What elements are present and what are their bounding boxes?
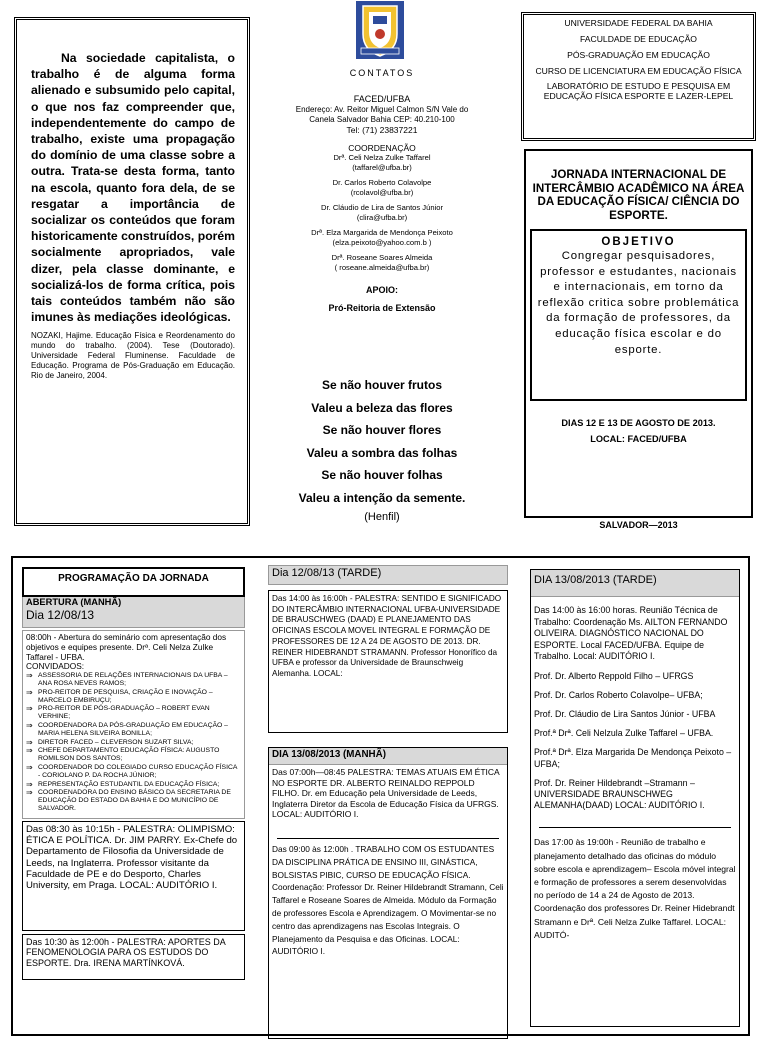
talk-phenomenology	[22, 934, 245, 980]
afternoon-day: Dia 12/08/13 (TARDE)	[272, 567, 382, 579]
divider	[277, 838, 499, 839]
poem-line: Valeu a sombra das folhas	[306, 445, 458, 460]
team-member: Prof. Dr. Alberto Reppold Filho – UFRGS	[534, 670, 694, 681]
coordinator-name: Dr. Cláudio de Lira de Santos Júnior	[321, 203, 443, 212]
opening-session: ABERTURA (MANHÃ)	[26, 597, 122, 607]
contacts-section	[262, 68, 502, 314]
coordinator-email[interactable]: (rcolavol@ufba.br)	[350, 187, 414, 197]
coordinator-entry	[262, 228, 502, 247]
talk-intercambio-text: Das 14:00 às 16:00h - PALESTRA: SENTIDO E SIGNIFICADO DO INTERCÂMBIO INTERNACIONAL UFBA-UNIVERSIDADE DE BRAUSCHWEG (DAAD) E PLANEJAMENTO DAS OFICINAS ESCOLA MOVEL INTEGRAL E FORMAÇÃO DE PROFESSORES DE 12 A 24 DE AGOSTO DE 2013. DR. REINER HIDEBRANDT STRAMANN. Professor Honorífico da UFBA e professor da Universidade de Braunschweig Alemanha. LOCAL:	[272, 594, 502, 678]
event-title: JORNADA INTERNACIONAL DE INTERCÂMBIO ACADÊMICO NA ÁREA DA EDUCAÇÃO FÍSICA/ CIÊNCIA DO ESPORTE.	[532, 168, 745, 222]
opening-header	[22, 597, 245, 628]
program-column-1	[22, 567, 245, 1027]
afternoon-day-header	[268, 565, 508, 585]
invited-item: ⇒ COORDENADORA DO ENSINO BÁSICO DA SECRETARIA DE EDUCAÇÃO DO ESTADO DA BAHIA E DO MUNICÍPIO DE SALVADOR.	[26, 789, 241, 812]
support-title: APOIO:	[365, 285, 398, 295]
university-seal	[355, 0, 405, 60]
poem-line: Valeu a beleza das flores	[311, 400, 453, 415]
team-member: Prof.ª Drª. Elza Margarida De Mendonça Peixoto – UFBA;	[534, 747, 732, 769]
event-city: SALVADOR—2013	[599, 520, 678, 530]
poem-line: Se não houver folhas	[321, 468, 443, 482]
event-local: LOCAL: FACED/UFBA	[590, 434, 687, 444]
objective-text: Congregar pesquisadores, professor e estudantes, nacionais e internacionais, em torno da reflexão critica sobre problemática da formação de professores, da educação física escolar e do esporte.	[537, 250, 740, 356]
coordination-title: COORDENAÇÃO	[348, 143, 416, 153]
coordinator-entry	[262, 253, 502, 272]
poem-line: Se não houver frutos	[321, 378, 443, 392]
morning-day-header	[269, 748, 507, 765]
quote-reference: NOZAKI, Hajime. Educação Física e Reordenamento do mundo do trabalho. (2004). Tese (Doutorado). Universidade Federal Fluminense. Faculdade de Educação. Programa de Pós-Graduação em Educação. Rio de Janeiro, 2004.	[31, 331, 235, 381]
afternoon-day-13-header	[531, 570, 739, 597]
planning-meeting-text: Das 17:00 às 19:00h - Reunião de trabalho e planejamento detalhado das oficinas do módulo sobre escola e aprendizagem– Escola móvel integral e formação de professores a serem desenvolvidas no período de 14 a 24 de Agosto de 2013. Coordenação dos professores Dr. Reiner Hidebrandt Stramann e Drª. Celi Nelza Zulke Taffarel. LOCAL: AUDITÓ-	[534, 837, 736, 940]
morning-block	[268, 747, 508, 1039]
coordinator-email[interactable]: ( roseane.almeida@ufba.br)	[334, 262, 430, 272]
program-title-box	[22, 567, 245, 597]
program-column-3	[530, 569, 740, 1027]
quote-paragraph: Na sociedade capitalista, o trabalho é de alguma forma alienado e subsumido pelo capital, o que nos faz compreender que, independentemente do campo de trabalho, existe uma propagação do domínio de uma classe sobre a outra. Trata-se desta forma, tanto na escola, quanto fora dela, de se resgatar a importância de socializar os conteúdos que foram historicamente construídos, porém socialmente apropriados, vale dizer, pela classe dominante, e socializá-los de forma crítica, pois tais conteúdos também não são imunes às mediações ideológicas.	[31, 51, 235, 325]
event-dates: DIAS 12 E 13 DE AGOSTO DE 2013.	[561, 418, 716, 428]
contacts-org: FACED/UFBA	[353, 94, 411, 104]
poem-line: Se não houver flores	[322, 423, 442, 437]
opening-block	[22, 630, 245, 819]
institution-box	[521, 12, 756, 141]
afternoon-day-13: DIA 13/08/2013 (TARDE)	[534, 574, 657, 586]
program-column-2	[268, 565, 508, 1027]
poem-author: (Henfil)	[364, 511, 400, 523]
contacts-title: CONTATOS	[349, 68, 415, 78]
contacts-address-2: Canela Salvador Bahia CEP: 40.210-100	[309, 115, 455, 124]
coordinator-entry	[262, 178, 502, 197]
divider	[539, 827, 731, 828]
talk-ethics-text: Das 07:00h—08:45 PALESTRA: TEMAS ATUAIS EM ÉTICA NO ESPORTE DR. ALBERTO REINALDO REPPOLD FILHO. Dr. em Educação pela Universidade de Leeds, Inglaterra Diretor da Escola de Educação Física da UFRGS. LOCAL: AUDITÓRIO I.	[272, 767, 500, 820]
coordinator-entry	[262, 203, 502, 222]
institution-line: PÓS-GRADUAÇÃO EM EDUCAÇÃO	[567, 50, 710, 60]
invited-item: ⇒ ASSESSORIA DE RELAÇÕES INTERNACIONAIS DA UFBA – ANA ROSA NEVES RAMOS;	[26, 672, 241, 688]
invited-item: ⇒ DIRETOR FACED – CLEVERSON SUZART SILVA;	[26, 739, 241, 747]
invited-item: ⇒ COORDENADORA DA PÓS-GRADUAÇÃO EM EDUCAÇÃO – MARIA HELENA SILVEIRA BONILLA;	[26, 722, 241, 738]
opening-day: Dia 12/08/13	[26, 608, 95, 622]
invited-item: ⇒ CHEFE DEPARTAMENTO EDUCAÇÃO FÍSICA: AUGUSTO ROMILSON DOS SANTOS;	[26, 747, 241, 763]
team-member: Prof.ª Drª. Celi Nelzula Zulke Taffarel – UFBA.	[534, 728, 714, 739]
talk-olympism-text: Das 08:30 às 10:15h - PALESTRA: OLIMPISMO: ÉTICA E POLÍTICA. Dr. JIM PARRY. Ex-Chefe do Departamento de Filosofia da Universidade de Leeds, na Inglaterra. Professor visitante da Faculdade de PE e do Desporto, Charles University, em Praga. LOCAL: AUDITÓRIO I.	[26, 823, 238, 892]
invited-item: ⇒ PRO-REITOR DE PESQUISA, CRIAÇÃO E INOVAÇÃO – MARCELO EMBIRUÇU;	[26, 689, 241, 705]
poem-line: Valeu a intenção da semente.	[298, 490, 466, 505]
contacts-phone: Tel: (71) 23837221	[346, 125, 418, 135]
technical-meeting-text: Das 14:00 às 16:00 horas. Reunião Técnica de Trabalho: Coordenação Ms. AILTON FERNANDO OLIVEIRA. DIAGNÓSTICO NACIONAL DO ESPORTE. Local FACED/UFBA. Equipe de Trabalho. Local: AUDITÓRIO I.	[534, 605, 728, 661]
institution-line: UNIVERSIDADE FEDERAL DA BAHIA	[564, 18, 713, 28]
support-name: Pró-Reitoria de Extensão	[328, 303, 436, 313]
program-title: PROGRAMAÇÃO DA JORNADA	[58, 573, 209, 584]
coordinator-email[interactable]: (clira@ufba.br)	[356, 212, 408, 222]
event-box	[524, 149, 753, 518]
talk-intercambio	[268, 590, 508, 733]
opening-text: 08:00h - Abertura do seminário com apresentação dos objetivos e equipes presente. Drª. Celi Nelza Zulke Taffarel - UFBA.	[26, 632, 227, 662]
coordinator-name: Drª. Roseane Soares Almeida	[331, 253, 433, 262]
team-member: Prof. Dr. Reiner Hildebrandt –Stramann – UNIVERSIDADE BRAUNSCHWEG ALEMANHA(DAAD) LOCAL: AUDITÓRIO I.	[534, 777, 705, 811]
coordinator-entry	[262, 153, 502, 172]
institution-line: FACULDADE DE EDUCAÇÃO	[580, 34, 697, 44]
coordinator-email[interactable]: (elza.peixoto@yahoo.com.b )	[332, 237, 432, 247]
institution-line: LABORATÓRIO DE ESTUDO E PESQUISA EM EDUCAÇÃO FÍSICA ESPORTE E LAZER-LEPEL	[543, 81, 734, 101]
objective-box	[530, 229, 747, 401]
invited-title: CONVIDADOS:	[26, 661, 85, 672]
talk-phenomenology-text: Das 10:30 às 12:00h - PALESTRA: APORTES DA FENOMENOLOGIA PARA OS ESTUDOS DO ESPORTE. Dra. IRENA MARTÍNKOVÁ.	[26, 936, 226, 968]
coordinator-name: Drª. Celi Nelza Zulke Taffarel	[333, 153, 431, 162]
team-member: Prof. Dr. Cláudio de Lira Santos Júnior - UFBA	[534, 708, 716, 719]
ufba-seal-icon	[355, 0, 405, 60]
objective-title: OBJETIVO	[601, 236, 676, 248]
workshop-text: Das 09:00 às 12:00h . TRABALHO COM OS ESTUDANTES DA DISCIPLINA PRÁTICA DE ENSINO III, GINÁSTICA, BOLSISTAS PIBIC, CURSO DE EDUCAÇÃO FÍSICA. Coordenação: Professor Dr. Reiner Hildebrandt Stramann, Celi Taffarel e Roseane Soares de Almeida. Módulo da Formação de professores Escola e Aprendizagem. O Movimentar-se no centro das aprendizagens nas Escolas Integrais. O Planejamento da Pesquisa e das Oficinas. LOCAL: AUDITÓRIO I.	[272, 843, 504, 957]
morning-day: DIA 13/08/2013 (MANHÃ)	[272, 749, 386, 760]
invited-item: ⇒ PRO-REITOR DE PÓS-GRADUAÇÃO – ROBERT EVAN VERHINE;	[26, 705, 241, 721]
invited-item: ⇒ COORDENADOR DO COLEGIADO CURSO EDUCAÇÃO FÍSICA - CORIOLANO P. DA ROCHA JÚNIOR;	[26, 764, 241, 780]
institution-line: CURSO DE LICENCIATURA EM EDUCAÇÃO FÍSICA	[535, 66, 742, 76]
contacts-address-1: Endereço: Av. Reitor Miguel Calmon S/N Vale do	[295, 105, 469, 114]
coordinator-name: Drª. Elza Margarida de Mendonça Peixoto	[311, 228, 453, 237]
quote-box	[14, 17, 250, 526]
team-member: Prof. Dr. Carlos Roberto Colavolpe– UFBA;	[534, 689, 703, 700]
invited-item: ⇒ REPRESENTAÇÃO ESTUDANTIL DA EDUCAÇÃO FÍSICA;	[26, 781, 241, 789]
invited-list	[26, 672, 241, 813]
coordinator-email[interactable]: (taffarel@ufba.br)	[352, 162, 412, 172]
coordinator-name: Dr. Carlos Roberto Colavolpe	[332, 178, 432, 187]
talk-olympism	[22, 821, 245, 931]
poem	[262, 374, 502, 525]
